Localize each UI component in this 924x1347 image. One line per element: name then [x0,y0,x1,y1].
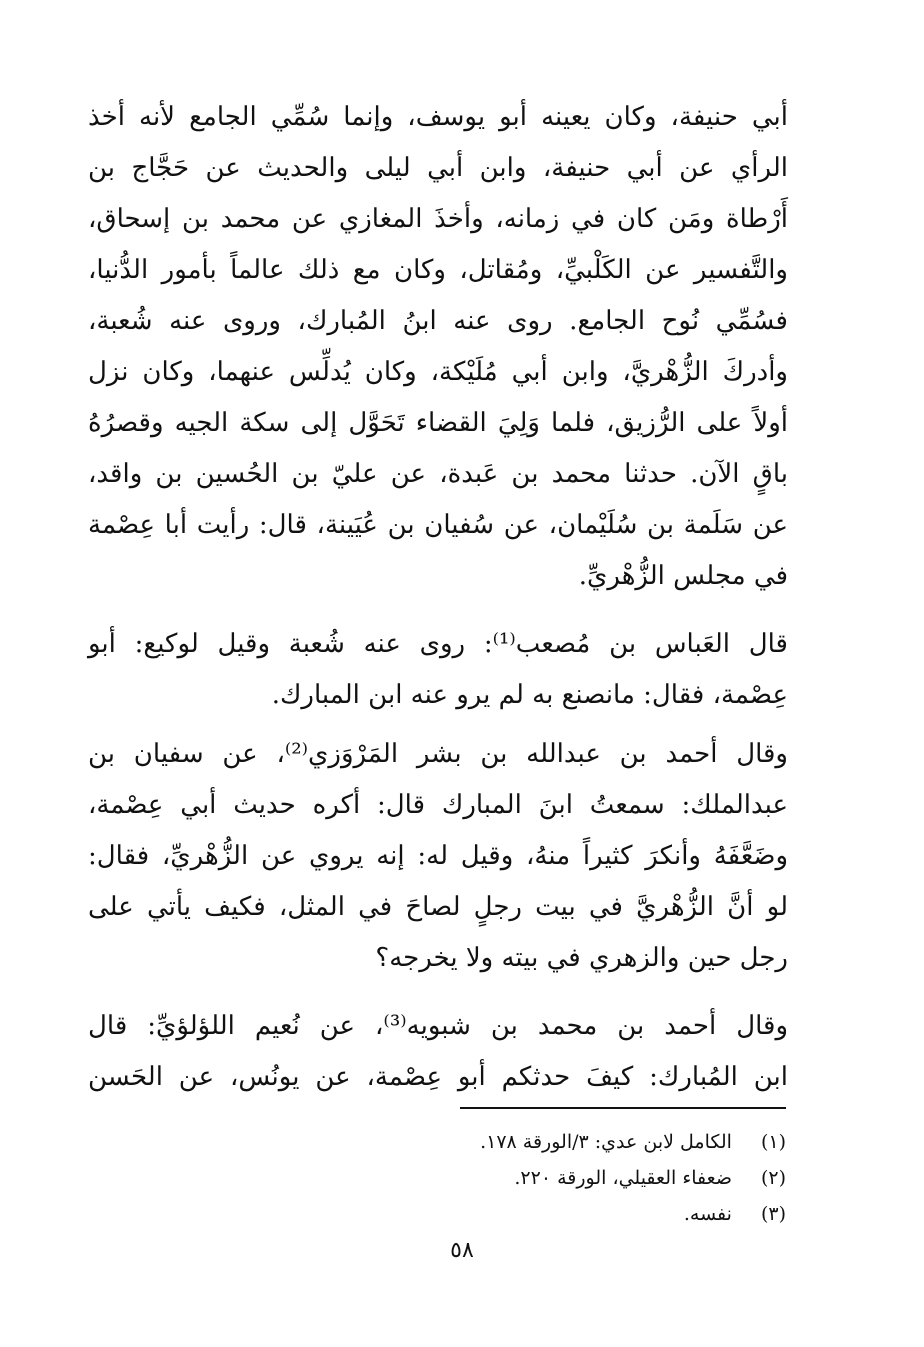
text-line: باقٍ الآن. حدثنا محمد بن عَبدة، عن عليّ بن الحُسين بن واقد، [88,459,788,489]
footnote-text: ضعفاء العقيلي، الورقة ٢٢٠. [514,1167,732,1189]
text-line: وضَعَّفَهُ وأنكرَ كثيراً منهُ، وقيل له: إنه يروي عن الزُّهْريِّ، فقال: [88,841,788,871]
text-line: عن سَلَمة بن سُلَيْمان، عن سُفيان بن عُيَينة، قال: رأيت أبا عِصْمة [88,510,788,540]
paragraph-gap [88,602,788,619]
footnote-text: نفسه. [683,1203,732,1225]
footnote-marker: (١) [760,1131,786,1153]
text-line: عِصْمة، فقال: مانصنع به لم يرو عنه ابن المبارك. [271,680,788,710]
text-line: رجل حين والزهري في بيته ولا يخرجه؟ [375,943,788,973]
page-number: ٥٨ [450,1238,474,1263]
footnote-text: الكامل لابن عدي: ٣/الورقة ١٧٨. [480,1131,732,1153]
paragraph-2 [88,619,788,721]
text-line: فسُمِّي نُوح الجامع. روى عنه ابنُ المُبارك، وروى عنه شُعبة، [88,306,788,336]
footnote-item [360,1124,786,1160]
paragraph-gap [88,984,788,1001]
text-line: وقال أحمد بن عبدالله بن بشر المَرْوَزي⁽²⁾، عن سفيان بن [88,739,788,769]
footnote-marker: (٢) [760,1167,786,1189]
footnote-divider [460,1107,786,1109]
text-line: الرأي عن أبي حنيفة، وابن أبي ليلى والحديث عن حَجَّاج بن [88,153,788,183]
text-line: أولاً على الرُّزيق، فلما وَلِيَ القضاء تَحَوَّل إلى سكة الجيه وقصرُهُ [88,408,788,438]
paragraph-gap [88,721,788,729]
footnote-item [360,1160,786,1196]
text-line: أَرْطاة ومَن كان في زمانه، وأخذَ المغازي عن محمد بن إسحاق، [88,204,788,234]
text-line: عبدالملك: سمعتُ ابنَ المبارك قال: أكره حديث أبي عِصْمة، [88,790,788,820]
text-line: والتَّفسير عن الكَلْبيِّ، ومُقاتل، وكان مع ذلك عالماً بأمور الدُّنيا، [88,255,788,285]
footnote-marker: (٣) [760,1203,786,1225]
text-line: أبي حنيفة، وكان يعينه أبو يوسف، وإنما سُمِّي الجامع لأنه أخذ [88,102,788,132]
main-text [88,92,788,1103]
text-line: لو أنَّ الزُّهْريَّ في بيت رجلٍ لصاحَ في المثل، فكيف يأتي على [88,892,788,922]
paragraph-3 [88,729,788,984]
text-line: قال العَباس بن مُصعب⁽¹⁾: روى عنه شُعبة وقيل لوكيع: أبو [88,629,788,659]
footnote-item [360,1196,786,1232]
paragraph-1 [88,92,788,602]
paragraph-4 [88,1001,788,1103]
footnotes [360,1124,786,1232]
text-line: وأدركَ الزُّهْريَّ، وابن أبي مُلَيْكة، وكان يُدلِّس عنهما، وكان نزل [88,357,788,387]
text-line: في مجلس الزُّهْريِّ. [578,561,788,591]
text-line: وقال أحمد بن محمد بن شبويه⁽³⁾، عن نُعيم اللؤلؤيِّ: قال [88,1011,788,1041]
text-line: ابن المُبارك: كيفَ حدثكم أبو عِصْمة، عن يونُس، عن الحَسن [88,1062,788,1092]
